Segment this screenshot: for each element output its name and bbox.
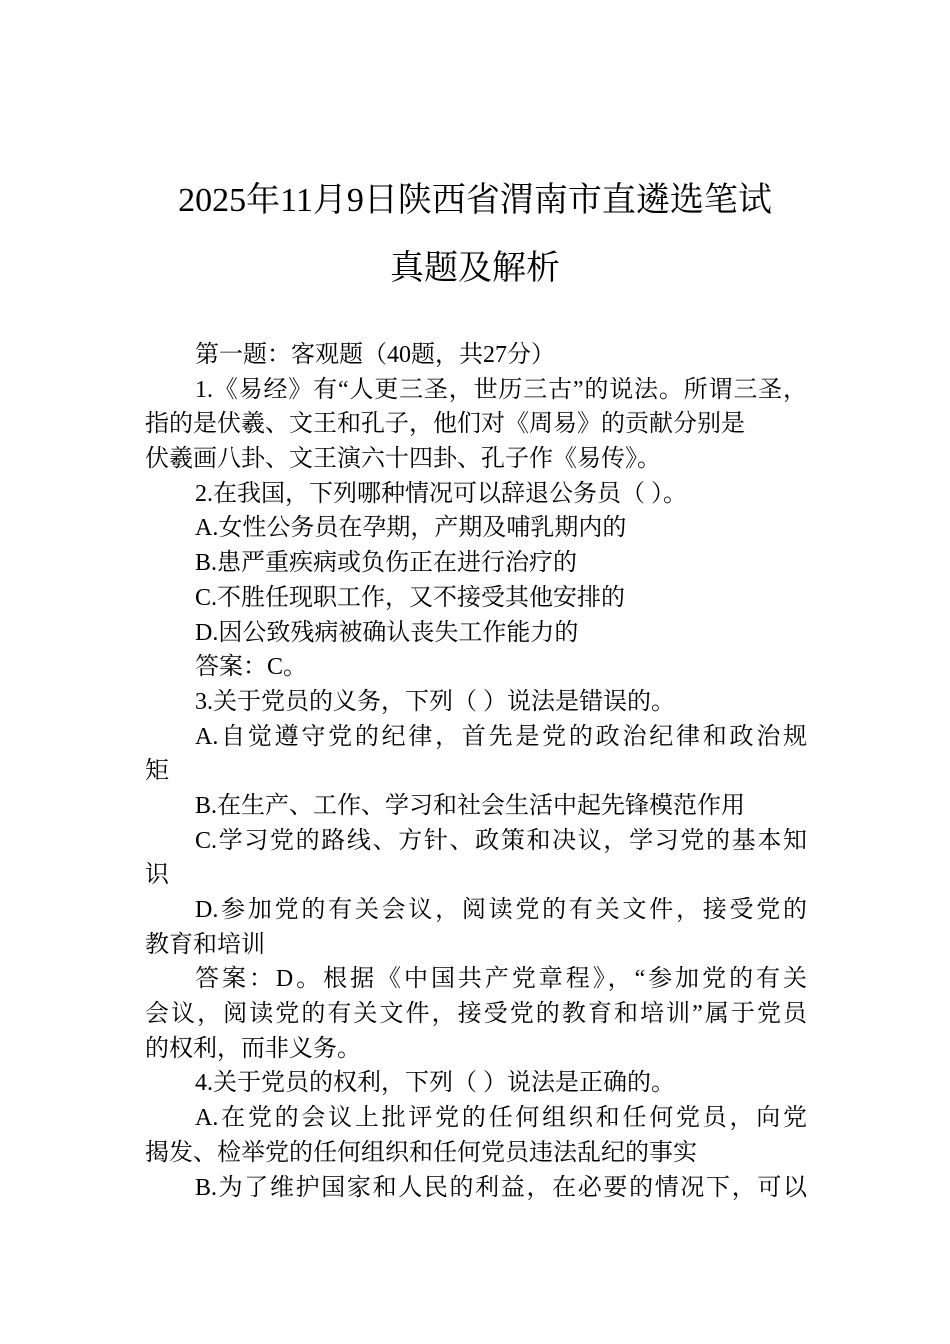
text-line: B.患严重疾病或负伤正在进行治疗的 (195, 550, 578, 577)
text-line: 1.《易经》有“人更三圣，世历三古”的说法。所谓三圣， (195, 376, 807, 403)
text-line: D.因公致残病被确认丧失工作能力的 (195, 619, 579, 646)
text-line: 第一题：客观题（40题，共27分） (195, 342, 555, 368)
text-line: 指的是伏羲、文王和孔子，他们对《周易》的贡献分别是 (145, 411, 745, 438)
text-line: A.自觉遵守党的纪律，首先是党的政治纪律和政治规 (195, 723, 807, 750)
text-line: 答案：C。 (195, 654, 308, 681)
text-line: C.不胜任现职工作，又不接受其他安排的 (195, 584, 626, 611)
text-line: 答案：D。根据《中国共产党章程》，“参加党的有关 (195, 966, 807, 993)
text-line: 识 (145, 862, 169, 889)
text-line: 会议，阅读党的有关文件，接受党的教育和培训”属于党员 (145, 1001, 807, 1028)
text-line: 揭发、检举党的任何组织和任何党员违法乱纪的事实 (145, 1139, 697, 1166)
document-title-line-2: 真题及解析 (390, 250, 560, 287)
text-line: D.参加党的有关会议，阅读党的有关文件，接受党的 (195, 897, 807, 923)
text-line: C.学习党的路线、方针、政策和决议，学习党的基本知 (195, 827, 807, 854)
document-body (145, 338, 807, 1205)
text-line: A.在党的会议上批评党的任何组织和任何党员，向党 (195, 1105, 807, 1132)
text-line: 教育和培训 (145, 931, 265, 958)
text-line: B.在生产、工作、学习和社会生活中起先锋模范作用 (195, 792, 746, 819)
text-line: 3.关于党员的义务，下列（ ）说法是错误的。 (195, 688, 675, 715)
document-title-line-1: 2025年11月9日陕西省渭南市直遴选笔试 (178, 182, 772, 219)
text-line: B.为了维护国家和人民的利益，在必要的情况下，可以 (195, 1174, 807, 1201)
text-line: 伏羲画八卦、文王演六十四卦、孔子作《易传》。 (145, 446, 661, 473)
text-line: 的权利，而非义务。 (145, 1035, 361, 1062)
text-line: 4.关于党员的权利，下列（ ）说法是正确的。 (195, 1070, 675, 1097)
text-line: 矩 (145, 758, 169, 785)
text-line: A.女性公务员在孕期，产期及哺乳期内的 (195, 515, 627, 542)
text-line: 2.在我国，下列哪种情况可以辞退公务员（ ）。 (195, 480, 687, 507)
